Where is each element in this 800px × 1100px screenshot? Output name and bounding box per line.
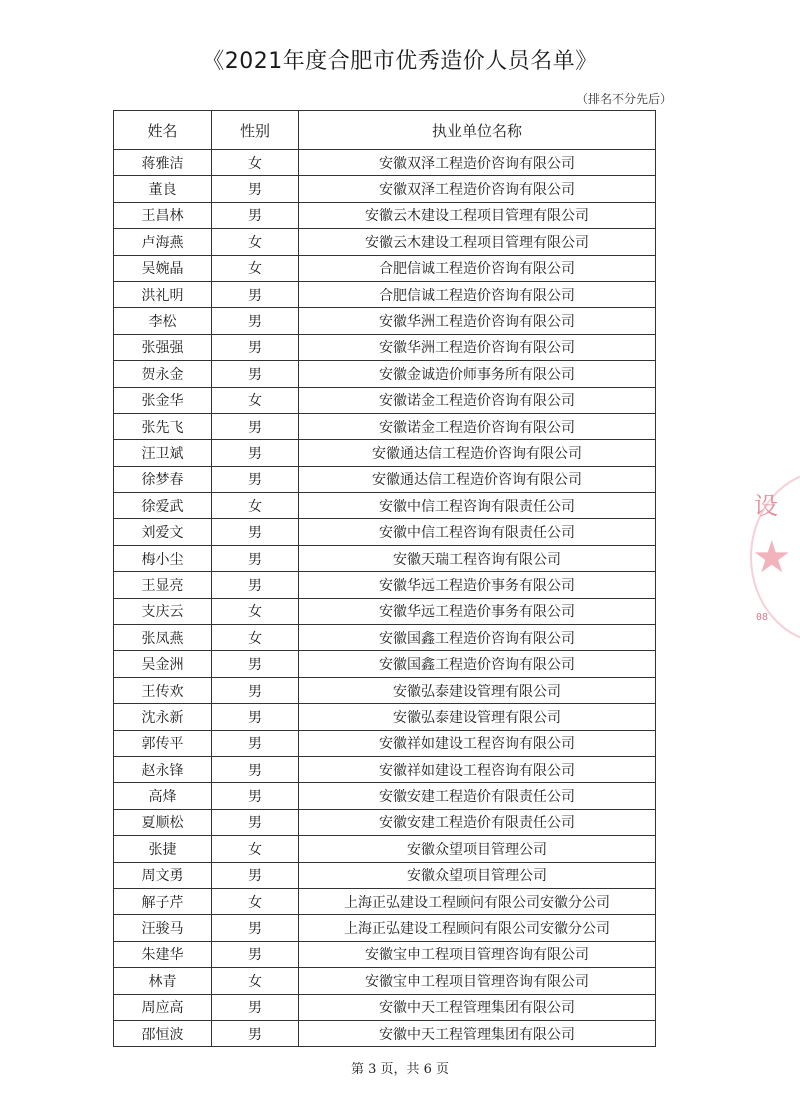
cell-gender: 男: [212, 677, 299, 703]
table-row: [114, 598, 656, 624]
cell-unit: 安徽双泽工程造价咨询有限公司: [299, 150, 656, 176]
cell-gender: 男: [212, 730, 299, 756]
table-row: [114, 651, 656, 677]
cell-unit: 安徽中天工程管理集团有限公司: [299, 994, 656, 1020]
cell-name: 林青: [114, 968, 212, 994]
cell-gender: 男: [212, 413, 299, 439]
cell-unit: 安徽宝申工程项目管理咨询有限公司: [299, 941, 656, 967]
red-seal-stamp: [748, 470, 800, 640]
cell-gender: 女: [212, 493, 299, 519]
table-row: [114, 941, 656, 967]
cell-unit: 安徽云木建设工程项目管理有限公司: [299, 229, 656, 255]
cell-name: 徐爱武: [114, 493, 212, 519]
table-row: [114, 704, 656, 730]
table-row: [114, 915, 656, 941]
cell-unit: 安徽华洲工程造价咨询有限公司: [299, 334, 656, 360]
cell-name: 蒋雅洁: [114, 150, 212, 176]
table-row: [114, 466, 656, 492]
table-header-row: [114, 111, 656, 150]
cell-name: 高烽: [114, 783, 212, 809]
cell-unit: 上海正弘建设工程顾问有限公司安徽分公司: [299, 888, 656, 914]
table-row: [114, 756, 656, 782]
cell-gender: 男: [212, 704, 299, 730]
cell-gender: 女: [212, 229, 299, 255]
roster-table: [113, 110, 656, 1047]
cell-gender: 男: [212, 915, 299, 941]
table-row: [114, 572, 656, 598]
cell-name: 洪礼明: [114, 281, 212, 307]
cell-gender: 男: [212, 466, 299, 492]
table-row: [114, 229, 656, 255]
cell-name: 徐梦春: [114, 466, 212, 492]
table-row: [114, 809, 656, 835]
cell-gender: 男: [212, 809, 299, 835]
cell-gender: 男: [212, 440, 299, 466]
cell-unit: 安徽华远工程造价事务有限公司: [299, 598, 656, 624]
cell-unit: 安徽安建工程造价有限责任公司: [299, 809, 656, 835]
cell-unit: 安徽华洲工程造价咨询有限公司: [299, 308, 656, 334]
cell-gender: 男: [212, 545, 299, 571]
cell-name: 王显亮: [114, 572, 212, 598]
cell-unit: 安徽中天工程管理集团有限公司: [299, 1020, 656, 1046]
cell-name: 贺永金: [114, 361, 212, 387]
table-row: [114, 361, 656, 387]
cell-gender: 男: [212, 994, 299, 1020]
cell-name: 沈永新: [114, 704, 212, 730]
cell-name: 周文勇: [114, 862, 212, 888]
cell-gender: 女: [212, 625, 299, 651]
table-row: [114, 730, 656, 756]
page-footer: 第 3 页，共 6 页: [350, 1062, 450, 1077]
cell-name: 汪卫斌: [114, 440, 212, 466]
cell-name: 卢海燕: [114, 229, 212, 255]
cell-unit: 合肥信诚工程造价咨询有限公司: [299, 255, 656, 281]
table-row: [114, 783, 656, 809]
cell-gender: 男: [212, 176, 299, 202]
cell-unit: 安徽天瑞工程咨询有限公司: [299, 545, 656, 571]
cell-unit: 安徽国鑫工程造价咨询有限公司: [299, 625, 656, 651]
table-row: [114, 202, 656, 228]
cell-gender: 男: [212, 334, 299, 360]
cell-name: 吴金洲: [114, 651, 212, 677]
table-row: [114, 440, 656, 466]
table-row: [114, 334, 656, 360]
cell-gender: 男: [212, 308, 299, 334]
cell-unit: 安徽诺金工程造价咨询有限公司: [299, 413, 656, 439]
cell-name: 汪骏马: [114, 915, 212, 941]
cell-name: 朱建华: [114, 941, 212, 967]
cell-gender: 女: [212, 150, 299, 176]
table-row: [114, 493, 656, 519]
cell-name: 王传欢: [114, 677, 212, 703]
cell-name: 解子芹: [114, 888, 212, 914]
cell-name: 李松: [114, 308, 212, 334]
header-gender: 性别: [212, 111, 299, 150]
table-row: [114, 625, 656, 651]
cell-name: 董良: [114, 176, 212, 202]
cell-unit: 安徽云木建设工程项目管理有限公司: [299, 202, 656, 228]
cell-name: 王昌林: [114, 202, 212, 228]
seal-star-icon: ★: [752, 532, 792, 583]
table-row: [114, 968, 656, 994]
cell-gender: 男: [212, 572, 299, 598]
table-row: [114, 413, 656, 439]
cell-name: 邵恒波: [114, 1020, 212, 1046]
cell-name: 梅小尘: [114, 545, 212, 571]
cell-name: 郭传平: [114, 730, 212, 756]
cell-unit: 安徽国鑫工程造价咨询有限公司: [299, 651, 656, 677]
cell-unit: 安徽祥如建设工程咨询有限公司: [299, 730, 656, 756]
cell-gender: 男: [212, 202, 299, 228]
table-row: [114, 255, 656, 281]
cell-unit: 安徽双泽工程造价咨询有限公司: [299, 176, 656, 202]
table-row: [114, 1020, 656, 1046]
cell-unit: 上海正弘建设工程顾问有限公司安徽分公司: [299, 915, 656, 941]
table-row: [114, 862, 656, 888]
cell-name: 张强强: [114, 334, 212, 360]
table-row: [114, 677, 656, 703]
cell-unit: 安徽众望项目管理公司: [299, 836, 656, 862]
page-title: 《2021年度合肥市优秀造价人员名单》: [202, 49, 598, 74]
cell-unit: 安徽弘泰建设管理有限公司: [299, 677, 656, 703]
ranking-note: （排名不分先后）: [575, 92, 672, 106]
cell-gender: 男: [212, 1020, 299, 1046]
cell-unit: 安徽弘泰建设管理有限公司: [299, 704, 656, 730]
table-row: [114, 150, 656, 176]
cell-unit: 安徽诺金工程造价咨询有限公司: [299, 387, 656, 413]
table-row: [114, 281, 656, 307]
cell-gender: 男: [212, 651, 299, 677]
cell-name: 支庆云: [114, 598, 212, 624]
cell-gender: 男: [212, 519, 299, 545]
cell-gender: 男: [212, 783, 299, 809]
cell-unit: 安徽中信工程咨询有限责任公司: [299, 519, 656, 545]
cell-unit: 安徽通达信工程造价咨询有限公司: [299, 466, 656, 492]
cell-unit: 安徽众望项目管理公司: [299, 862, 656, 888]
cell-name: 张金华: [114, 387, 212, 413]
cell-name: 刘爱文: [114, 519, 212, 545]
table-row: [114, 387, 656, 413]
table-row: [114, 519, 656, 545]
cell-gender: 男: [212, 361, 299, 387]
table-body: [114, 150, 656, 1047]
cell-name: 吴婉晶: [114, 255, 212, 281]
table-row: [114, 994, 656, 1020]
cell-name: 赵永锋: [114, 756, 212, 782]
cell-gender: 男: [212, 281, 299, 307]
cell-gender: 女: [212, 968, 299, 994]
table-row: [114, 836, 656, 862]
cell-gender: 女: [212, 598, 299, 624]
cell-gender: 男: [212, 756, 299, 782]
header-name: 姓名: [114, 111, 212, 150]
cell-name: 周应高: [114, 994, 212, 1020]
table-row: [114, 308, 656, 334]
cell-gender: 男: [212, 941, 299, 967]
cell-name: 夏顺松: [114, 809, 212, 835]
cell-name: 张凤燕: [114, 625, 212, 651]
seal-number: 08: [756, 612, 769, 623]
cell-unit: 安徽华远工程造价事务有限公司: [299, 572, 656, 598]
cell-gender: 男: [212, 862, 299, 888]
cell-unit: 安徽通达信工程造价咨询有限公司: [299, 440, 656, 466]
table-row: [114, 176, 656, 202]
cell-gender: 女: [212, 255, 299, 281]
seal-character: 设: [754, 492, 778, 520]
cell-unit: 安徽祥如建设工程咨询有限公司: [299, 756, 656, 782]
cell-unit: 安徽安建工程造价有限责任公司: [299, 783, 656, 809]
cell-gender: 女: [212, 836, 299, 862]
cell-gender: 女: [212, 888, 299, 914]
table-row: [114, 888, 656, 914]
cell-unit: 安徽中信工程咨询有限责任公司: [299, 493, 656, 519]
cell-unit: 安徽金诚造价师事务所有限公司: [299, 361, 656, 387]
cell-gender: 女: [212, 387, 299, 413]
table-row: [114, 545, 656, 571]
header-unit: 执业单位名称: [299, 111, 656, 150]
cell-unit: 安徽宝申工程项目管理咨询有限公司: [299, 968, 656, 994]
cell-name: 张捷: [114, 836, 212, 862]
cell-name: 张先飞: [114, 413, 212, 439]
cell-unit: 合肥信诚工程造价咨询有限公司: [299, 281, 656, 307]
